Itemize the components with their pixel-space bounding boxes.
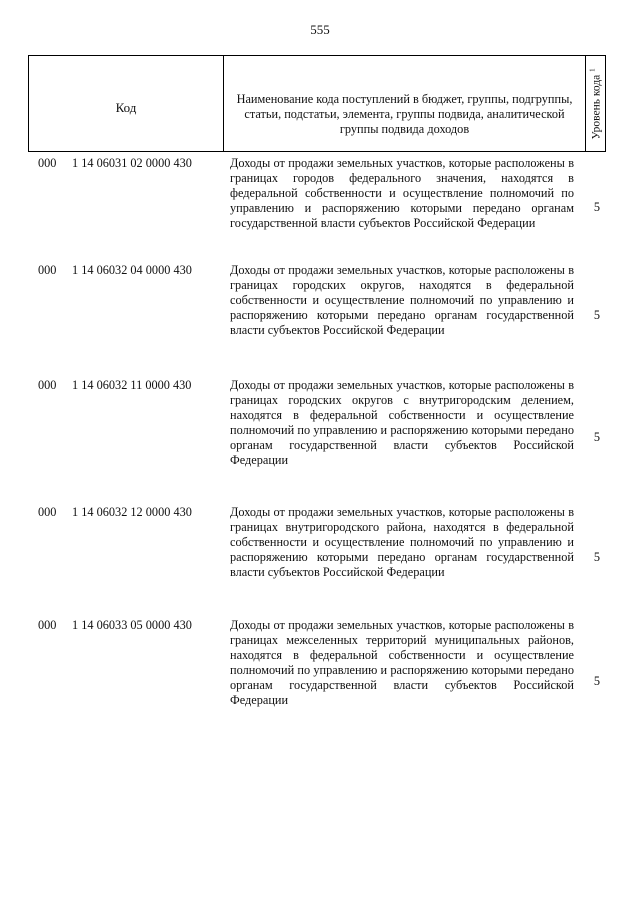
row-level: 5: [593, 674, 601, 688]
row-description: Доходы от продажи земельных участков, которые расположены в границах городских округов, находятся в федеральной собственности и осуществление полномочий по управлению и распоряжению которыми передано органам государственной власти субъектов Российской Федерации: [230, 263, 574, 338]
row-level: 5: [593, 200, 601, 214]
row-income-code: 1 14 06031 02 0000 430: [72, 156, 192, 170]
page-number: 555: [310, 22, 330, 37]
row-description: Доходы от продажи земельных участков, которые расположены в границах внутригородского района, находятся в федеральной собственности и осуществление полномочий по управлению и распоряжению которыми передано органам государственной власти субъектов Российской Федерации: [230, 505, 574, 580]
row-description: Доходы от продажи земельных участков, которые расположены в границах городских округов с внутригородским делением, находятся в федеральной собственности и осуществление полномочий по управлению и распоряжению которыми передано органам государственной власти субъектов Российской Федерации: [230, 378, 574, 468]
row-description: Доходы от продажи земельных участков, которые расположены в границах межселенных территорий муниципальных районов, находятся в федеральной собственности и осуществление полномочий по управлению и распоряжению которыми передано органам государственной власти субъектов Российской Федерации: [230, 618, 574, 708]
row-level: 5: [593, 550, 601, 564]
row-admin-code: 000: [38, 378, 57, 392]
row-income-code: 1 14 06032 04 0000 430: [72, 263, 192, 277]
row-income-code: 1 14 06032 12 0000 430: [72, 505, 192, 519]
row-description: Доходы от продажи земельных участков, которые расположены в границах городов федерального значения, находятся в федеральной собственности и осуществление полномочий по управлению и распоряжению которыми передано органам государственной власти субъектов Российской Федерации: [230, 156, 574, 231]
header-level: [586, 56, 606, 151]
row-admin-code: 000: [38, 618, 57, 632]
row-admin-code: 000: [38, 263, 57, 277]
row-admin-code: 000: [38, 505, 57, 519]
row-level: 5: [593, 430, 601, 444]
header-code: Код: [29, 56, 224, 151]
table-header: [28, 55, 606, 152]
row-income-code: 1 14 06033 05 0000 430: [72, 618, 192, 632]
row-level: 5: [593, 308, 601, 322]
row-income-code: 1 14 06032 11 0000 430: [72, 378, 192, 392]
row-admin-code: 000: [38, 156, 57, 170]
header-name: Наименование кода поступлений в бюджет, группы, подгруппы, статьи, подстатьи, элемента, группы подвида, аналитической группы подвида доходов: [224, 56, 586, 151]
header-level-footnote: 1: [589, 67, 598, 72]
header-level-label: Уровень кода: [590, 74, 603, 140]
